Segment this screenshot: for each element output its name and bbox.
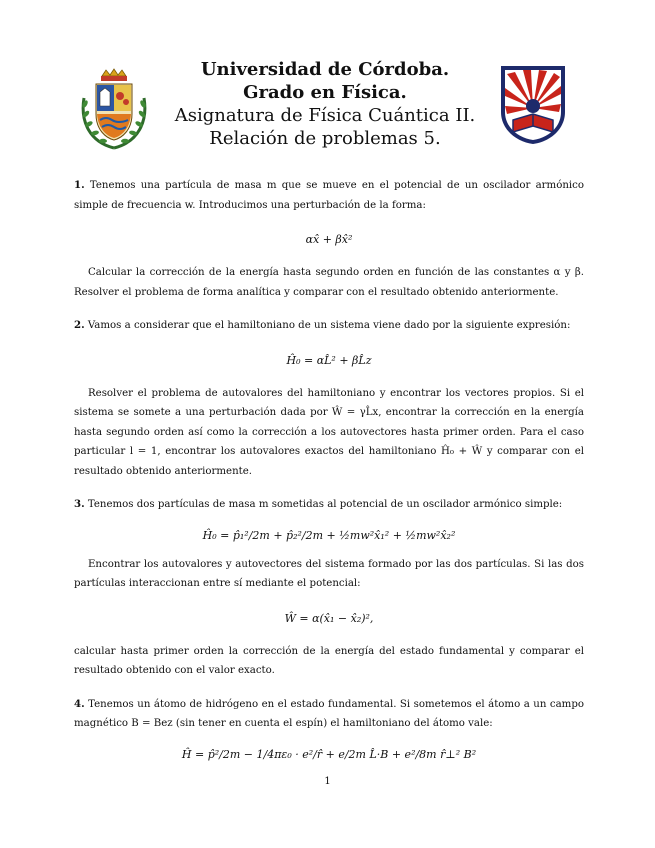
problem-1: [74, 176, 584, 302]
title-block: [160, 58, 490, 150]
problem-1-task: Calcular la corrección de la energía hasta segundo orden en función de las constantes α y β. Resolver el problema de forma analítica y comparar con el resultado obtenido anteriormente.: [74, 267, 584, 298]
page-number: 1: [324, 776, 331, 787]
problem-4: [74, 695, 584, 766]
problem-3-equation: Ĥ₀ = p̂₁²/2m + p̂₂²/2m + ½mw²x̂₁² + ½mw²x̂₂²: [202, 528, 456, 542]
problem-text: Vamos a considerar que el hamiltoniano de un sistema viene dado por la siguiente expresión:: [87, 320, 571, 331]
problem-3: [74, 495, 584, 681]
university-crest-logo: [76, 66, 152, 152]
problem-number: 2.: [74, 319, 85, 331]
problem-3-task-2: calcular hasta primer orden la corrección de la energía del estado fundamental y comparar el resultado obtenido con el valor exacto.: [74, 645, 584, 676]
problem-4-equation: Ĥ = p̂²/2m − 1/4πε₀ · e²/r̂ + e/2m L̂·B + e²/8m r̂⊥² B²: [181, 747, 477, 761]
problem-number: 3.: [74, 498, 85, 510]
university-name: Universidad de Córdoba.: [200, 59, 450, 80]
problem-list: [74, 176, 584, 780]
problem-number: 1.: [74, 179, 85, 191]
degree-name: Grado en Física.: [243, 82, 407, 103]
problem-text: Tenemos dos partículas de masa m sometidas al potencial de un oscilador armónico simple:: [87, 499, 563, 510]
university-shield-logo: [499, 62, 567, 146]
problem-3-equation-2: Ŵ = α(x̂₁ − x̂₂)²,: [284, 611, 374, 625]
problem-1-statement: [74, 176, 584, 215]
problem-2-task: Resolver el problema de autovalores del hamiltoniano y encontrar los vectores propios. Si el sistema se somete a una perturbación dada por Ŵ = γL̂x, encontrar la corrección en la energía hasta segundo orden así como la corrección a los autovectores hasta primer orden. Para el caso particular l = 1, encontrar los autovalores exactos del hamiltoniano Ĥ₀ + Ŵ y comparar con el resultado obtenido anteriormente.: [74, 387, 584, 477]
problem-4-statement: [74, 695, 584, 734]
problem-text: Tenemos un átomo de hidrógeno en el estado fundamental. Si sometemos el átomo a un campo magnético B = Bez (sin tener en cuenta el espín) el hamiltoniano del átomo vale:: [74, 698, 584, 729]
document-header: [0, 56, 655, 156]
problem-text: Tenemos una partícula de masa m que se mueve en el potencial de un oscilador armónico simple de frecuencia w. Introducimos una perturbación de la forma:: [74, 180, 584, 211]
problem-2-equation: Ĥ₀ = αL̂² + βL̂z: [286, 353, 372, 367]
problem-2-statement: [74, 316, 584, 336]
problem-1-equation: αx̂ + βx̂²: [305, 233, 353, 246]
course-name: Asignatura de Física Cuántica II.: [174, 105, 476, 126]
problem-set-title: Relación de problemas 5.: [209, 128, 441, 149]
problem-3-statement: [74, 495, 584, 515]
problem-3-task: Encontrar los autovalores y autovectores del sistema formado por las dos partículas. Si las dos partículas interaccionan entre sí mediante el potencial:: [74, 558, 584, 589]
problem-2: [74, 316, 584, 481]
problem-number: 4.: [74, 697, 85, 710]
